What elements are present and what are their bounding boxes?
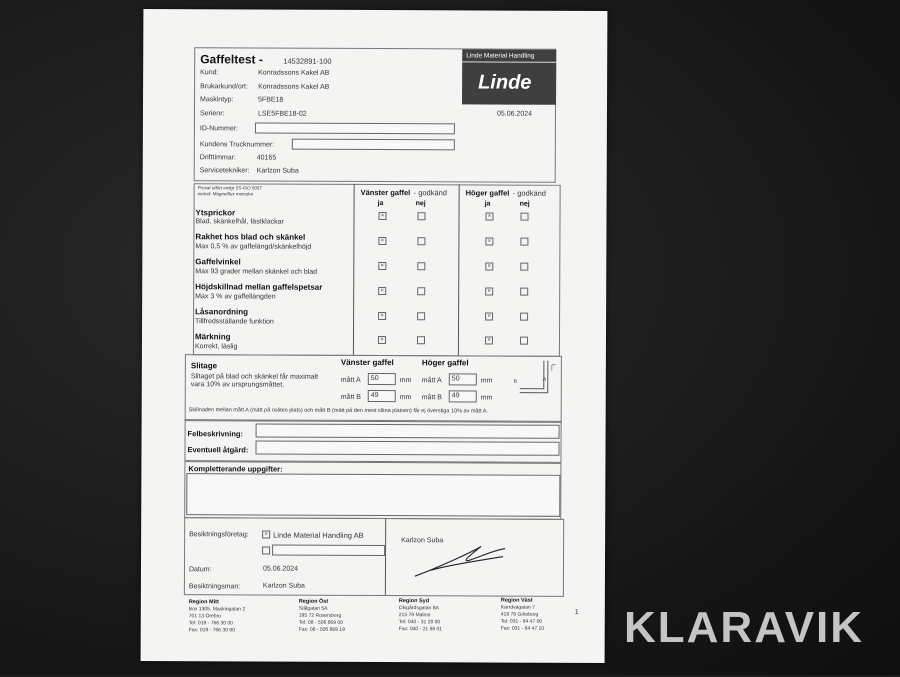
right-matt-a-value: 50 (451, 375, 460, 383)
checkbox-right-nej[interactable] (520, 337, 528, 345)
godkand-label: - godkänd (413, 188, 448, 198)
row-title: Låsanordning (195, 307, 249, 317)
header-date: 05.06.2024 (496, 110, 533, 118)
document-page (141, 9, 608, 663)
checkbox-right-ja-checked[interactable]: × (485, 237, 493, 245)
checkbox-right-ja-checked[interactable]: × (485, 312, 493, 320)
region-line: Fax: 040 - 21 66 01 (398, 626, 443, 633)
foretag-alt-checkbox[interactable] (262, 547, 270, 555)
region-line: Box 1305, Maskingatan 2 (188, 606, 246, 613)
label-felbeskrivning: Felbeskrivning: (187, 429, 244, 439)
region-name: Region Väst (500, 597, 533, 604)
ja-header: ja (484, 200, 491, 208)
row-subtitle: Korrekt, läslig (194, 343, 238, 351)
linde-logo (462, 49, 556, 104)
foretag-value: Linde Material Handling AB (273, 530, 364, 540)
row-subtitle: Tillfredsställande funktion (195, 318, 274, 326)
page-number: 1 (574, 608, 579, 616)
region-line: Tel: 040 - 31 28 00 (398, 619, 441, 626)
slitage-title: Slitage (190, 361, 218, 371)
checkbox-right-nej[interactable] (520, 288, 528, 296)
matt-b-label: mått B (340, 393, 361, 401)
checkbox-right-ja-checked[interactable]: × (485, 287, 493, 295)
unit-mm: mm (399, 394, 412, 402)
method-note: Provat utfört enligt SS-ISO 5057 (197, 185, 262, 191)
checkbox-right-nej[interactable] (520, 238, 528, 246)
label-drifttimmar: Drifttimmar: (199, 154, 236, 162)
region-line: Olsgårdsgatan 8A (398, 605, 439, 612)
nej-header: nej (415, 200, 426, 208)
row-subtitle: Max 3 % av gaffellängden (195, 293, 276, 301)
unit-mm: mm (399, 377, 412, 385)
unit-mm: mm (480, 394, 493, 402)
label-kompletterande: Kompletterande uppgifter: (188, 464, 283, 474)
checkbox-left-nej[interactable] (417, 237, 425, 245)
foretag-checkbox-checked[interactable]: × (262, 531, 270, 539)
row-title: Märkning (194, 332, 231, 342)
right-matt-b-field[interactable] (449, 390, 477, 402)
left-matt-b-field[interactable] (368, 390, 396, 402)
checkbox-left-ja-checked[interactable]: × (378, 312, 386, 320)
checkbox-right-ja-checked[interactable]: × (485, 262, 493, 270)
label-servicetekniker: Servicetekniker: (199, 167, 250, 175)
row-title: Ytsprickor (195, 208, 236, 218)
left-matt-a-value: 50 (370, 374, 379, 383)
region-line: 701 13 Örebro (188, 613, 222, 620)
watermark: KLARAVIK (624, 603, 865, 652)
region-name: Region Syd (398, 598, 430, 605)
region-line: 418 78 Göteborg (500, 611, 539, 618)
region-line: Kärrdvägatan 7 (500, 604, 536, 611)
row-title: Höjdskillnad mellan gaffelspetsar (195, 282, 323, 292)
region-line: Tel: 019 - 766 30 00 (188, 620, 233, 627)
checkbox-right-nej[interactable] (520, 263, 528, 271)
logo-brand: Linde (478, 71, 532, 94)
label-maskintyp: Maskintyp: (200, 96, 234, 104)
value-serienr: LSE5FBE18-02 (257, 110, 307, 118)
row-title: Gaffelvinkel (195, 257, 241, 267)
region-line: Stålgatan 5A (298, 605, 328, 612)
nej-header: nej (519, 200, 530, 208)
value-kund: Konradssons Kakel AB (258, 69, 330, 77)
foretag-alt-field[interactable] (272, 545, 385, 556)
doc-number: 14532891-100 (283, 56, 332, 66)
value-drifttimmar: 40165 (256, 154, 277, 162)
id-field[interactable] (255, 122, 455, 134)
left-matt-b-value: 49 (370, 391, 379, 400)
region-line: 195 72 Rosersberg (298, 612, 342, 619)
right-fork-header: Höger gaffel (465, 188, 510, 198)
checkbox-left-ja-checked[interactable]: × (378, 262, 386, 270)
checkbox-left-nej[interactable] (417, 312, 425, 320)
ja-header: ja (377, 200, 384, 208)
felbeskrivning-field[interactable] (256, 423, 560, 438)
slitage-left-header: Vänster gaffel (340, 357, 394, 368)
label-besiktningsforetag: Besiktningsföretag: (189, 531, 249, 539)
region-line: Fax: 031 - 64 47 10 (500, 625, 545, 632)
row-subtitle: Max 0,5 % av gaffelängd/skänkelhöjd (195, 243, 312, 251)
label-trucknr: Kundens Trucknummer: (199, 141, 275, 149)
signature-scribble (411, 540, 511, 582)
checkbox-left-ja-checked[interactable]: × (378, 287, 386, 295)
fork-diagram (512, 357, 558, 403)
slitage-right-header: Höger gaffel (421, 358, 469, 368)
region-line: 215 79 Malmö (398, 612, 431, 619)
region-name: Region Öst (298, 598, 329, 605)
region-line: Tel: 08 - 506 869 00 (298, 619, 343, 626)
method-note: metod: Magnetflux metoden (197, 191, 254, 197)
eventuell-atgard-field[interactable] (255, 440, 559, 455)
slitage-note: Skillnaden mellan mått A (mätt på osliten plats) och mått B (mätt på den mest slitna platsen) får ej överstiga 10% av mått A. (188, 407, 488, 415)
logo-tagline: Linde Material Handling (466, 52, 535, 60)
checkbox-left-nej[interactable] (417, 336, 425, 344)
checkbox-left-nej[interactable] (418, 212, 426, 220)
form-title: Gaffeltest - (200, 52, 263, 67)
kompletterande-field[interactable] (186, 473, 560, 517)
label-kund: Kund: (200, 69, 219, 77)
checkbox-left-ja-checked[interactable]: × (378, 336, 386, 344)
trucknr-field[interactable] (292, 139, 455, 151)
label-brukarkund: Brukarkund/ort: (200, 83, 248, 91)
left-fork-header: Vänster gaffel (360, 187, 411, 198)
checkbox-left-ja-checked[interactable]: × (379, 212, 387, 220)
matt-a-label: mått A (340, 376, 361, 384)
signer-name: Karlzon Suba (401, 537, 444, 545)
region-name: Region Mitt (188, 599, 219, 606)
row-title: Rakhet hos blad och skänkel (195, 232, 306, 242)
besiktningsman-value: Karlzon Suba (262, 582, 305, 590)
label-besiktningsman: Besiktningsman: (188, 583, 241, 591)
slitage-desc: vara 10% av ursprungsmåttet. (190, 381, 285, 389)
value-brukarkund: Konradssons Kakel AB (258, 83, 330, 91)
checkbox-right-nej[interactable] (520, 313, 528, 321)
value-maskintyp: 5FBE18 (258, 96, 284, 104)
checkbox-left-nej[interactable] (417, 287, 425, 295)
diagram-label-a: A (542, 376, 547, 383)
label-eventuell-atgard: Eventuell åtgärd: (187, 445, 249, 455)
diagram-label-b: B (513, 378, 518, 385)
checkbox-left-ja-checked[interactable]: × (378, 237, 386, 245)
region-line: Fax: 08 - 506 869 19 (298, 626, 345, 633)
matt-a-label: mått A (421, 377, 442, 385)
right-matt-a-field[interactable] (449, 373, 477, 385)
checkbox-right-nej[interactable] (521, 213, 529, 221)
matt-b-label: mått B (421, 394, 442, 402)
row-subtitle: Blad, skänkelhål, fästklackar (195, 218, 284, 226)
checkbox-left-nej[interactable] (417, 262, 425, 270)
unit-mm: mm (480, 377, 493, 385)
region-line: Tel: 031 - 64 47 00 (500, 618, 543, 625)
left-matt-a-field[interactable] (368, 373, 396, 385)
value-servicetekniker: Karlzon Suba (256, 167, 299, 175)
checkbox-right-ja-checked[interactable]: × (486, 212, 494, 220)
logo-divider (462, 61, 556, 62)
label-id: ID-Nummer: (199, 125, 239, 133)
godkand-label: - godkänd (512, 188, 547, 198)
row-subtitle: Max 93 grader mellan skänkel och blad (195, 268, 318, 276)
checkbox-right-ja-checked[interactable]: × (485, 336, 493, 344)
slitage-desc: Slitaget på blad och skänkel får maximalt (190, 373, 319, 381)
label-serienr: Serienr: (199, 110, 225, 118)
region-line: Fax: 019 - 766 30 90 (188, 627, 235, 634)
datum-value: 05.06.2024 (262, 565, 299, 573)
right-matt-b-value: 49 (451, 392, 460, 400)
label-datum: Datum: (188, 566, 212, 574)
